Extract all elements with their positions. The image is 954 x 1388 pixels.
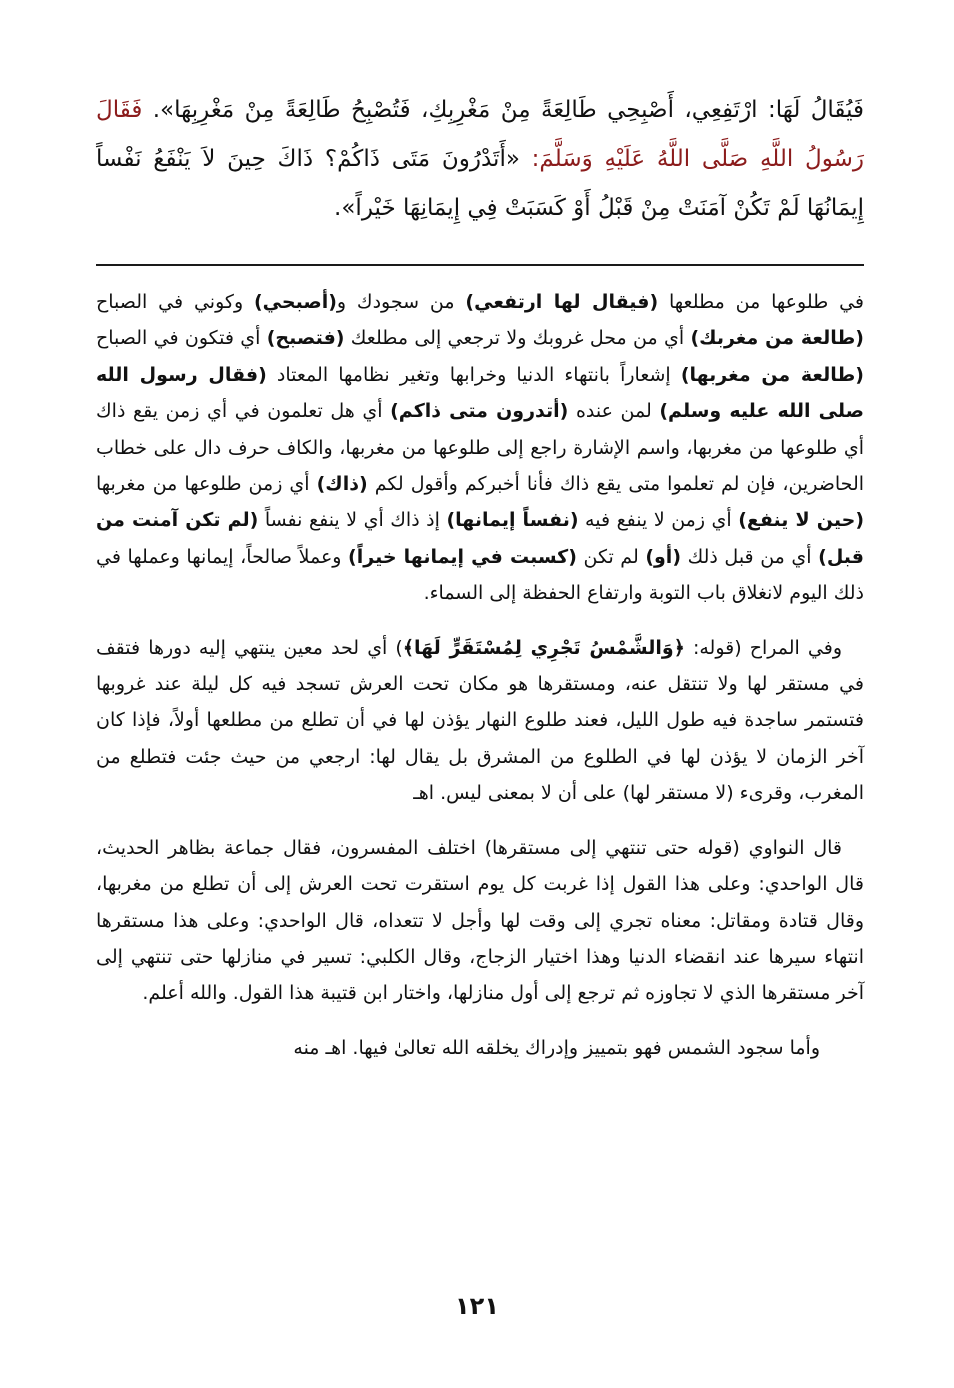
bold-quote-p1-7: (فتصبح) <box>266 327 345 350</box>
text-run-p1-18: أي زمن لا ينفع فيه <box>578 509 739 532</box>
bold-quote-p1-9: (طالعة من مغربها) <box>680 363 864 386</box>
text-run-p1-26: وعملاً صالحاً، إيمانها وعملها في ذلك اليوم لانغلاق باب التوبة وارتفاع الحفظة إلى السماء. <box>96 545 864 605</box>
commentary-paragraph-2 <box>96 630 864 812</box>
text-run-p1-8: أي فتكون في الصباح <box>96 327 267 350</box>
text-run-p1-16: أي زمن طلوعها من مغربها <box>96 473 317 496</box>
text-run-p2-0: وفي المراح (قوله: <box>684 636 843 659</box>
bold-quote-p1-21: (لم تكن آمنت من قبل) <box>96 509 864 568</box>
hadith-text <box>96 86 864 233</box>
bold-quote-p1-1: (فيقال لها ارتفعي) <box>465 291 659 313</box>
text-run-p1-4: وكوني في الصباح <box>96 291 254 313</box>
page-number: ١٢١ <box>455 1292 499 1320</box>
bold-quote-p1-3: (أصبحي) <box>253 291 337 313</box>
bold-quote-p1-19: (نفساً إيمانها) <box>446 509 579 532</box>
commentary-paragraph-4: وأما سجود الشمس فهو بتمييز وإدراك يخلقه الله تعالىٰ فيها. اهـ منه <box>293 1036 820 1059</box>
text-run-p1-2: من سجودك و <box>336 291 466 313</box>
bold-quote-p1-25: (كسبت في إيمانها خيراً) <box>348 545 577 568</box>
footnote-divider <box>96 264 864 266</box>
commentary-paragraph-1 <box>96 284 864 612</box>
bold-quote-p2-1: ﴿وَالشَّمْسُ تَجْرِي لِمُسْتَقَرٍّ لَهَا﴾ <box>402 636 685 659</box>
text-run-p1-14: أي هل تعلمون في أي زمن يقع ذاك أي طلوعها من مغربها، واسم الإشارة راجع إلى طلوعها من مغربها، والكاف حرف دال على خطاب الحاضرين، فإن لم تعلموا متى يقع ذاك فأنا أخبركم وأقول لكم <box>96 400 865 496</box>
hadith-text-after: «أَتَدْرُونَ مَتَى ذَاكُمْ؟ ذَاكَ حِينَ لاَ يَنْفَعُ نَفْساً إِيمَانُهَا لَمْ تَكُنْ آمَنَتْ مِنْ قَبْلُ أَوْ كَسَبَتْ فِي إِيمَانِهَا خَيْراً». <box>96 146 864 221</box>
text-run-p1-20: إذ ذاك أي لا ينفع نفساً <box>258 509 447 532</box>
commentary-paragraph-3: قال النواوي (قوله حتى تنتهي إلى مستقرها) اختلف المفسرون، فقال جماعة بظاهر الحديث، قال الواحدي: وعلى هذا القول إذا غربت كل يوم استقرت تحت العرش إلى أن تطلع من مغربها، وقال قتادة ومقاتل: معناه تجري إلى وقت لها وأجل لا تتعداه، قال الواحدي: وعلى هذا مستقرها انتهاء سيرها عند انقضاء الدنيا وهذا اختيار الزجاج، وقال الكلبي: تسير في منازلها حتى تنتهي إلى آخر مستقرها الذي لا تجاوزه ثم ترجع إلى أول منازلها، واختار ابن قتيبة هذا القول. والله أعلم. <box>96 836 864 1005</box>
text-run-p1-0: في طلوعها من مطلعها <box>658 291 865 313</box>
bold-quote-p1-13: (أتدرون متى ذاكم) <box>390 400 569 423</box>
commentary-section <box>96 284 864 1084</box>
bold-quote-p1-5: (طالعة من مغربك) <box>690 327 864 350</box>
text-run-p1-6: أي من محل غروبك ولا ترجعي إلى مطلعك <box>344 327 691 350</box>
text-run-p1-12: لمن عنده <box>568 400 660 423</box>
text-run-p2-2: ) أي لحد معين ينتهي إليه دورها فتقف في مستقر لها ولا تنتقل عنه، ومستقرها هو مكان تحت العرش تسجد فيه كل ليلة عند غروبها فتستمر ساجدة فيه طول الليل، فعند طلوع النهار يؤذن لها في أن تطلع من مطلعها أولاً، فإذا كان آخر الزمان لا يؤذن لها في الطلوع من المشرق بل يقال لها: ارجعي من حيث جئت فتطلع من المغرب، وقرىء (لا مستقر لها) على أن لا بمعنى ليس. اهـ <box>96 636 864 805</box>
text-run-p1-22: أي من قبل ذلك <box>681 545 819 568</box>
text-run-p1-10: إشعاراً بانتهاء الدنيا وخرابها وتغير نظامها المعتاد <box>266 363 681 386</box>
bold-quote-p1-11: (فقال رسول الله صلى الله عليه وسلم) <box>96 363 864 423</box>
bold-quote-p1-23: (أو) <box>645 545 682 568</box>
bold-quote-p1-17: (حين لا ينفع) <box>738 509 864 532</box>
hadith-text-before: فَيُقَالُ لَهَا: ارْتَفِعِي، أَصْبِحِي طَالِعَةً مِنْ مَغْرِبِكِ، فَتُصْبِحُ طَالِعَةً مِنْ مَغْرِبِهَا». <box>152 97 865 123</box>
text-run-p1-24: لم تكن <box>576 545 646 568</box>
bold-quote-p1-15: (ذاك) <box>316 473 368 496</box>
hadith-narrator-phrase: فَقَالَ رَسُولُ اللَّهِ صَلَّى اللَّهُ عَلَيْهِ وَسَلَّمَ: <box>96 97 865 172</box>
